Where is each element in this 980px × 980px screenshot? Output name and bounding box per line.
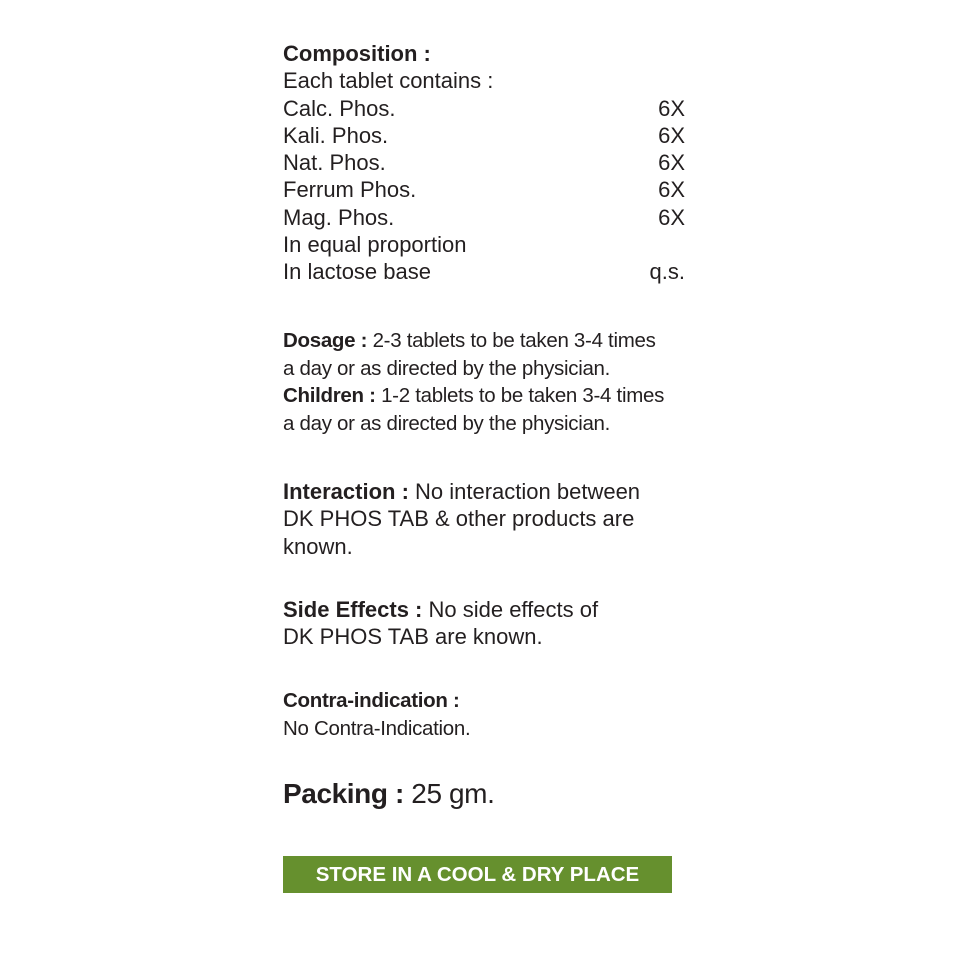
ingredient-name: Kali. Phos. [283,122,389,148]
side-effects-line [283,596,598,623]
ingredient-row [283,149,685,176]
base-quantity: q.s. [649,259,685,285]
composition-section [283,40,685,286]
composition-intro: Each tablet contains : [283,68,494,94]
ingredient-row [283,204,685,231]
contra-indication-label: Contra-indication : [283,689,460,712]
dosage-section [283,327,664,437]
composition-heading: Composition : [283,41,431,66]
base-name: In lactose base [283,259,431,285]
dosage-text-continued: a day or as directed by the physician. [283,356,611,380]
contra-indication-section [283,687,470,742]
dosage-text: 2-3 tablets to be taken 3-4 times [367,329,656,352]
interaction-label: Interaction : [283,479,409,504]
interaction-section [283,478,640,560]
ingredient-row [283,122,685,149]
children-text-continued: a day or as directed by the physician. [283,411,611,435]
interaction-line [283,478,640,505]
ingredient-potency: 6X [658,95,685,121]
side-effects-label: Side Effects : [283,597,423,622]
side-effects-section [283,596,598,651]
ingredient-potency: 6X [658,122,685,148]
base-row [283,258,685,285]
children-label: Children : [283,384,376,407]
ingredient-potency: 6X [658,204,685,230]
packing-value: 25 gm. [403,778,495,809]
ingredient-name: Ferrum Phos. [283,177,417,203]
side-effects-text: No side effects of [422,597,599,622]
dosage-line [283,327,664,355]
ingredient-name: Nat. Phos. [283,150,386,176]
proportion-note: In equal proportion [283,232,467,258]
ingredient-row [283,95,685,122]
ingredient-name: Mag. Phos. [283,204,395,230]
ingredient-potency: 6X [658,150,685,176]
storage-banner: STORE IN A COOL & DRY PLACE [283,856,672,893]
interaction-text-end: known. [283,533,353,559]
ingredient-potency: 6X [658,177,685,203]
side-effects-text-continued: DK PHOS TAB are known. [283,624,543,650]
children-line [283,382,664,410]
packing-label: Packing : [283,778,404,809]
children-text: 1-2 tablets to be taken 3-4 times [375,384,665,407]
dosage-label: Dosage : [283,329,368,352]
interaction-text: No interaction between [408,479,641,504]
interaction-text-continued: DK PHOS TAB & other products are [283,506,635,532]
ingredient-row [283,176,685,203]
ingredient-name: Calc. Phos. [283,95,396,121]
packing-line [283,776,494,812]
contra-indication-text: No Contra-Indication. [283,716,471,740]
